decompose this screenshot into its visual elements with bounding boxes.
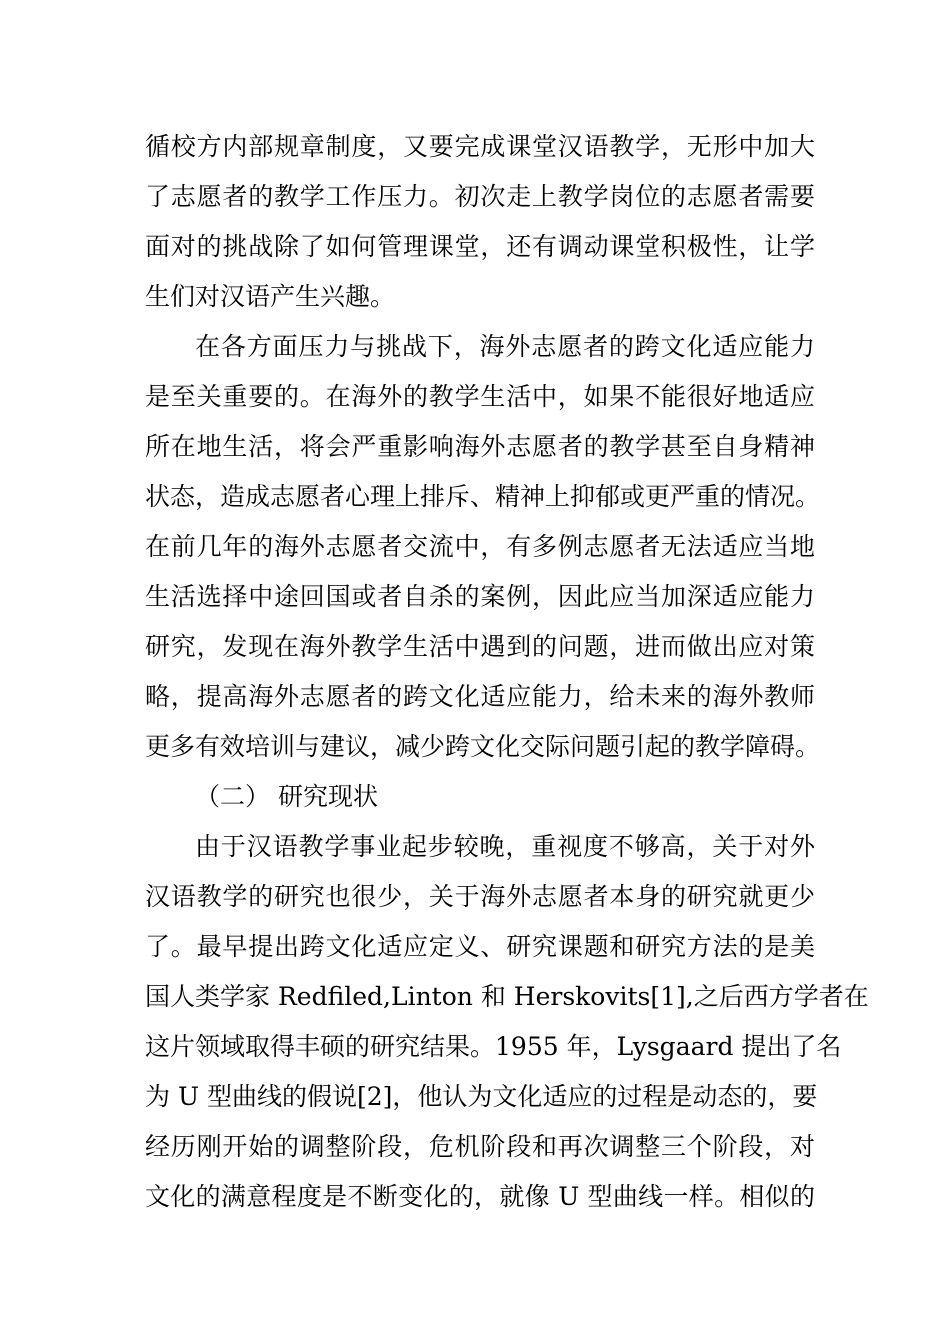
text-line: 生们对汉语产生兴趣。 [145, 282, 396, 311]
text-line: 文化的满意程度是不断变化的，就像 U 型曲线一样。相似的 [145, 1182, 815, 1211]
text-line: 更多有效培训与建议，减少跨文化交际问题引起的教学障碍。 [145, 732, 821, 761]
text-line: 循校方内部规章制度，又要完成课堂汉语教学，无形中加大 [145, 132, 815, 161]
text-line: 经历刚开始的调整阶段，危机阶段和再次调整三个阶段，对 [145, 1132, 815, 1161]
text-line: 这片领域取得丰硕的研究结果。1955 年，Lysgaard 提出了名 [145, 1032, 842, 1061]
paragraph-3 [145, 822, 869, 1222]
section-heading: （二） 研究现状 [195, 782, 378, 811]
text-line: 是至关重要的。在海外的教学生活中，如果不能很好地适应 [145, 382, 815, 411]
text-line: 了志愿者的教学工作压力。初次走上教学岗位的志愿者需要 [145, 182, 815, 211]
text-line: 汉语教学的研究也很少，关于海外志愿者本身的研究就更少 [145, 882, 815, 911]
body-text [145, 122, 869, 1222]
text-line: 为 U 型曲线的假说[2]，他认为文化适应的过程是动态的，要 [145, 1082, 818, 1111]
text-line: 由于汉语教学事业起步较晚，重视度不够高，关于对外 [195, 832, 815, 861]
text-line: 面对的挑战除了如何管理课堂，还有调动课堂积极性，让学 [145, 232, 815, 261]
text-line: 研究，发现在海外教学生活中遇到的问题，进而做出应对策 [145, 632, 815, 661]
text-line: 状态，造成志愿者心理上排斥、精神上抑郁或更严重的情况。 [145, 482, 821, 511]
text-line: 了。最早提出跨文化适应定义、研究课题和研究方法的是美 [145, 932, 815, 961]
text-line: 生活选择中途回国或者自杀的案例，因此应当加深适应能力 [145, 582, 815, 611]
text-line: 国人类学家 Redfiled,Linton 和 Herskovits[1],之后西方学者在 [145, 982, 869, 1011]
text-line: 略，提高海外志愿者的跨文化适应能力，给未来的海外教师 [145, 682, 815, 711]
text-line: 所在地生活，将会严重影响海外志愿者的教学甚至自身精神 [145, 432, 815, 461]
paragraph-1 [145, 122, 815, 322]
text-line: 在前几年的海外志愿者交流中，有多例志愿者无法适应当地 [145, 532, 815, 561]
text-line: 在各方面压力与挑战下，海外志愿者的跨文化适应能力 [195, 332, 815, 361]
paragraph-2 [145, 322, 821, 772]
